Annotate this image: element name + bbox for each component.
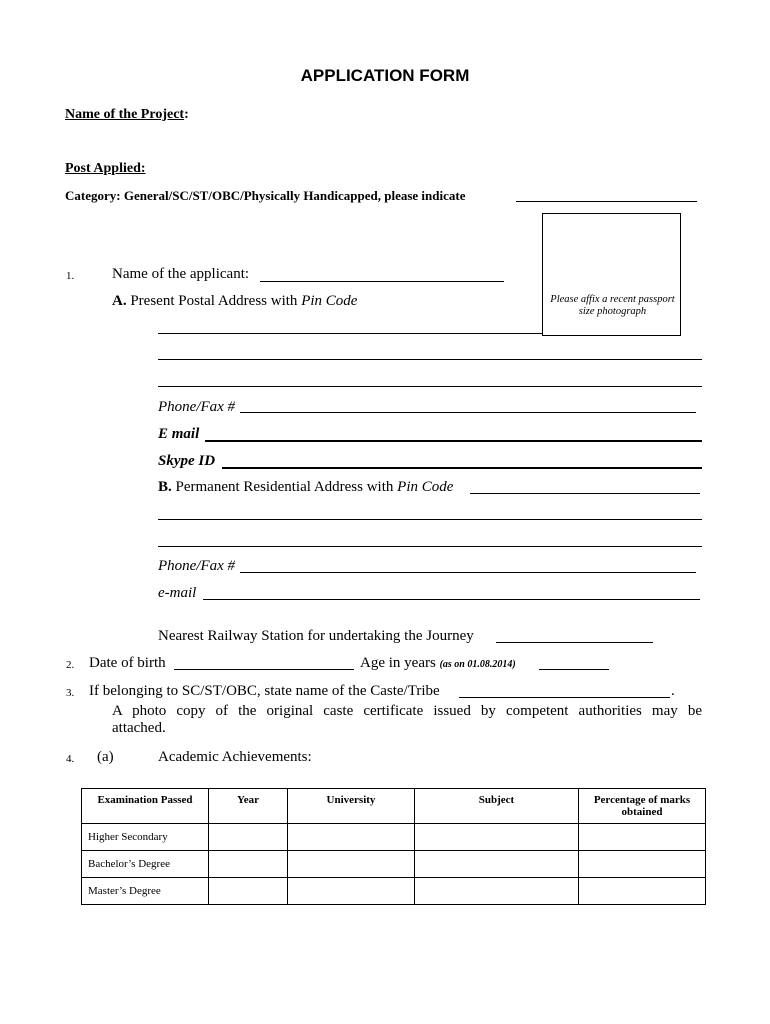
permanent-address-line-1[interactable] (470, 493, 700, 494)
permanent-pin-code: Pin Code (397, 479, 454, 495)
skype-id-blank[interactable] (222, 467, 702, 469)
permanent-email-blank[interactable] (203, 599, 700, 600)
project-label: Name of the Project (65, 107, 185, 122)
item-4-sub: (a) (97, 749, 114, 765)
exam-cell: Master’s Degree (82, 878, 209, 905)
header-examination: Examination Passed (82, 789, 209, 824)
applicant-name-label: Name of the applicant: (112, 266, 250, 282)
skype-id-label: Skype ID (158, 453, 216, 469)
project-colon: : (184, 107, 189, 122)
applicant-name-blank[interactable] (260, 281, 504, 282)
header-university: University (288, 789, 415, 824)
project-label-row (65, 107, 189, 123)
academic-table (81, 788, 706, 905)
table-row (82, 878, 706, 905)
university-cell[interactable] (288, 851, 415, 878)
item-4-number: 4. (66, 753, 75, 765)
age-blank[interactable] (539, 669, 609, 670)
caste-certificate-note: A photo copy of the original caste certificate issued by competent authorities may be (112, 703, 702, 719)
permanent-address-line-3[interactable] (158, 546, 702, 547)
present-phone-fax-blank[interactable] (240, 412, 696, 413)
year-cell[interactable] (209, 878, 288, 905)
item-2-number: 2. (66, 659, 75, 671)
item-3-number: 3. (66, 687, 75, 699)
caste-blank[interactable] (459, 697, 670, 698)
age-label-row (360, 655, 516, 672)
table-row (82, 851, 706, 878)
caste-certificate-note-end: attached. (112, 720, 166, 736)
university-cell[interactable] (288, 824, 415, 851)
year-cell[interactable] (209, 851, 288, 878)
exam-cell: Bachelor’s Degree (82, 851, 209, 878)
permanent-phone-fax-blank[interactable] (240, 572, 696, 573)
academic-table-header (82, 789, 706, 824)
subject-cell[interactable] (415, 824, 579, 851)
age-label: Age in years (360, 655, 436, 671)
item-1-number: 1. (66, 270, 75, 282)
category-text: Category: General/SC/ST/OBC/Physically Handicapped, please indicate (65, 188, 466, 203)
post-applied-label: Post Applied: (65, 161, 146, 176)
permanent-phone-fax-label: Phone/Fax # (158, 558, 236, 574)
header-year: Year (209, 789, 288, 824)
permanent-email-label: e-mail (158, 585, 197, 601)
exam-cell: Higher Secondary (82, 824, 209, 851)
present-address-line-3[interactable] (158, 386, 702, 387)
present-phone-fax-label: Phone/Fax # (158, 399, 236, 415)
subject-cell[interactable] (415, 851, 579, 878)
year-cell[interactable] (209, 824, 288, 851)
photo-caption: Please affix a recent passport size photograph (550, 294, 675, 317)
permanent-address-marker: B. (158, 479, 172, 495)
railway-station-label: Nearest Railway Station for undertaking the Journey (158, 628, 474, 644)
subject-cell[interactable] (415, 878, 579, 905)
percentage-cell[interactable] (579, 878, 706, 905)
date-of-birth-label: Date of birth (89, 655, 166, 671)
age-note: (as on 01.08.2014) (439, 659, 516, 670)
university-cell[interactable] (288, 878, 415, 905)
present-email-label: E mail (158, 426, 200, 442)
present-address-line-2[interactable] (158, 359, 702, 360)
table-row (82, 824, 706, 851)
caste-label: If belonging to SC/ST/OBC, state name of the Caste/Tribe (89, 683, 440, 699)
caste-period: . (671, 683, 675, 699)
photo-box (542, 213, 681, 336)
percentage-cell[interactable] (579, 824, 706, 851)
present-address-text: Present Postal Address with (130, 293, 298, 309)
present-email-blank[interactable] (205, 440, 702, 442)
permanent-address-text: Permanent Residential Address with (175, 479, 394, 495)
date-of-birth-blank[interactable] (174, 669, 354, 670)
category-blank[interactable] (516, 201, 697, 202)
railway-station-blank[interactable] (496, 642, 653, 643)
header-subject: Subject (415, 789, 579, 824)
header-percentage: Percentage of marks obtained (579, 789, 706, 824)
present-address-line-1[interactable] (158, 333, 542, 334)
form-title: APPLICATION FORM (300, 66, 470, 85)
permanent-address-label (158, 479, 453, 496)
present-pin-code: Pin Code (301, 293, 358, 309)
percentage-cell[interactable] (579, 851, 706, 878)
present-address-marker: A. (112, 293, 127, 309)
present-address-label (112, 293, 357, 310)
academic-achievements-label: Academic Achievements: (158, 749, 312, 765)
permanent-address-line-2[interactable] (158, 519, 702, 520)
